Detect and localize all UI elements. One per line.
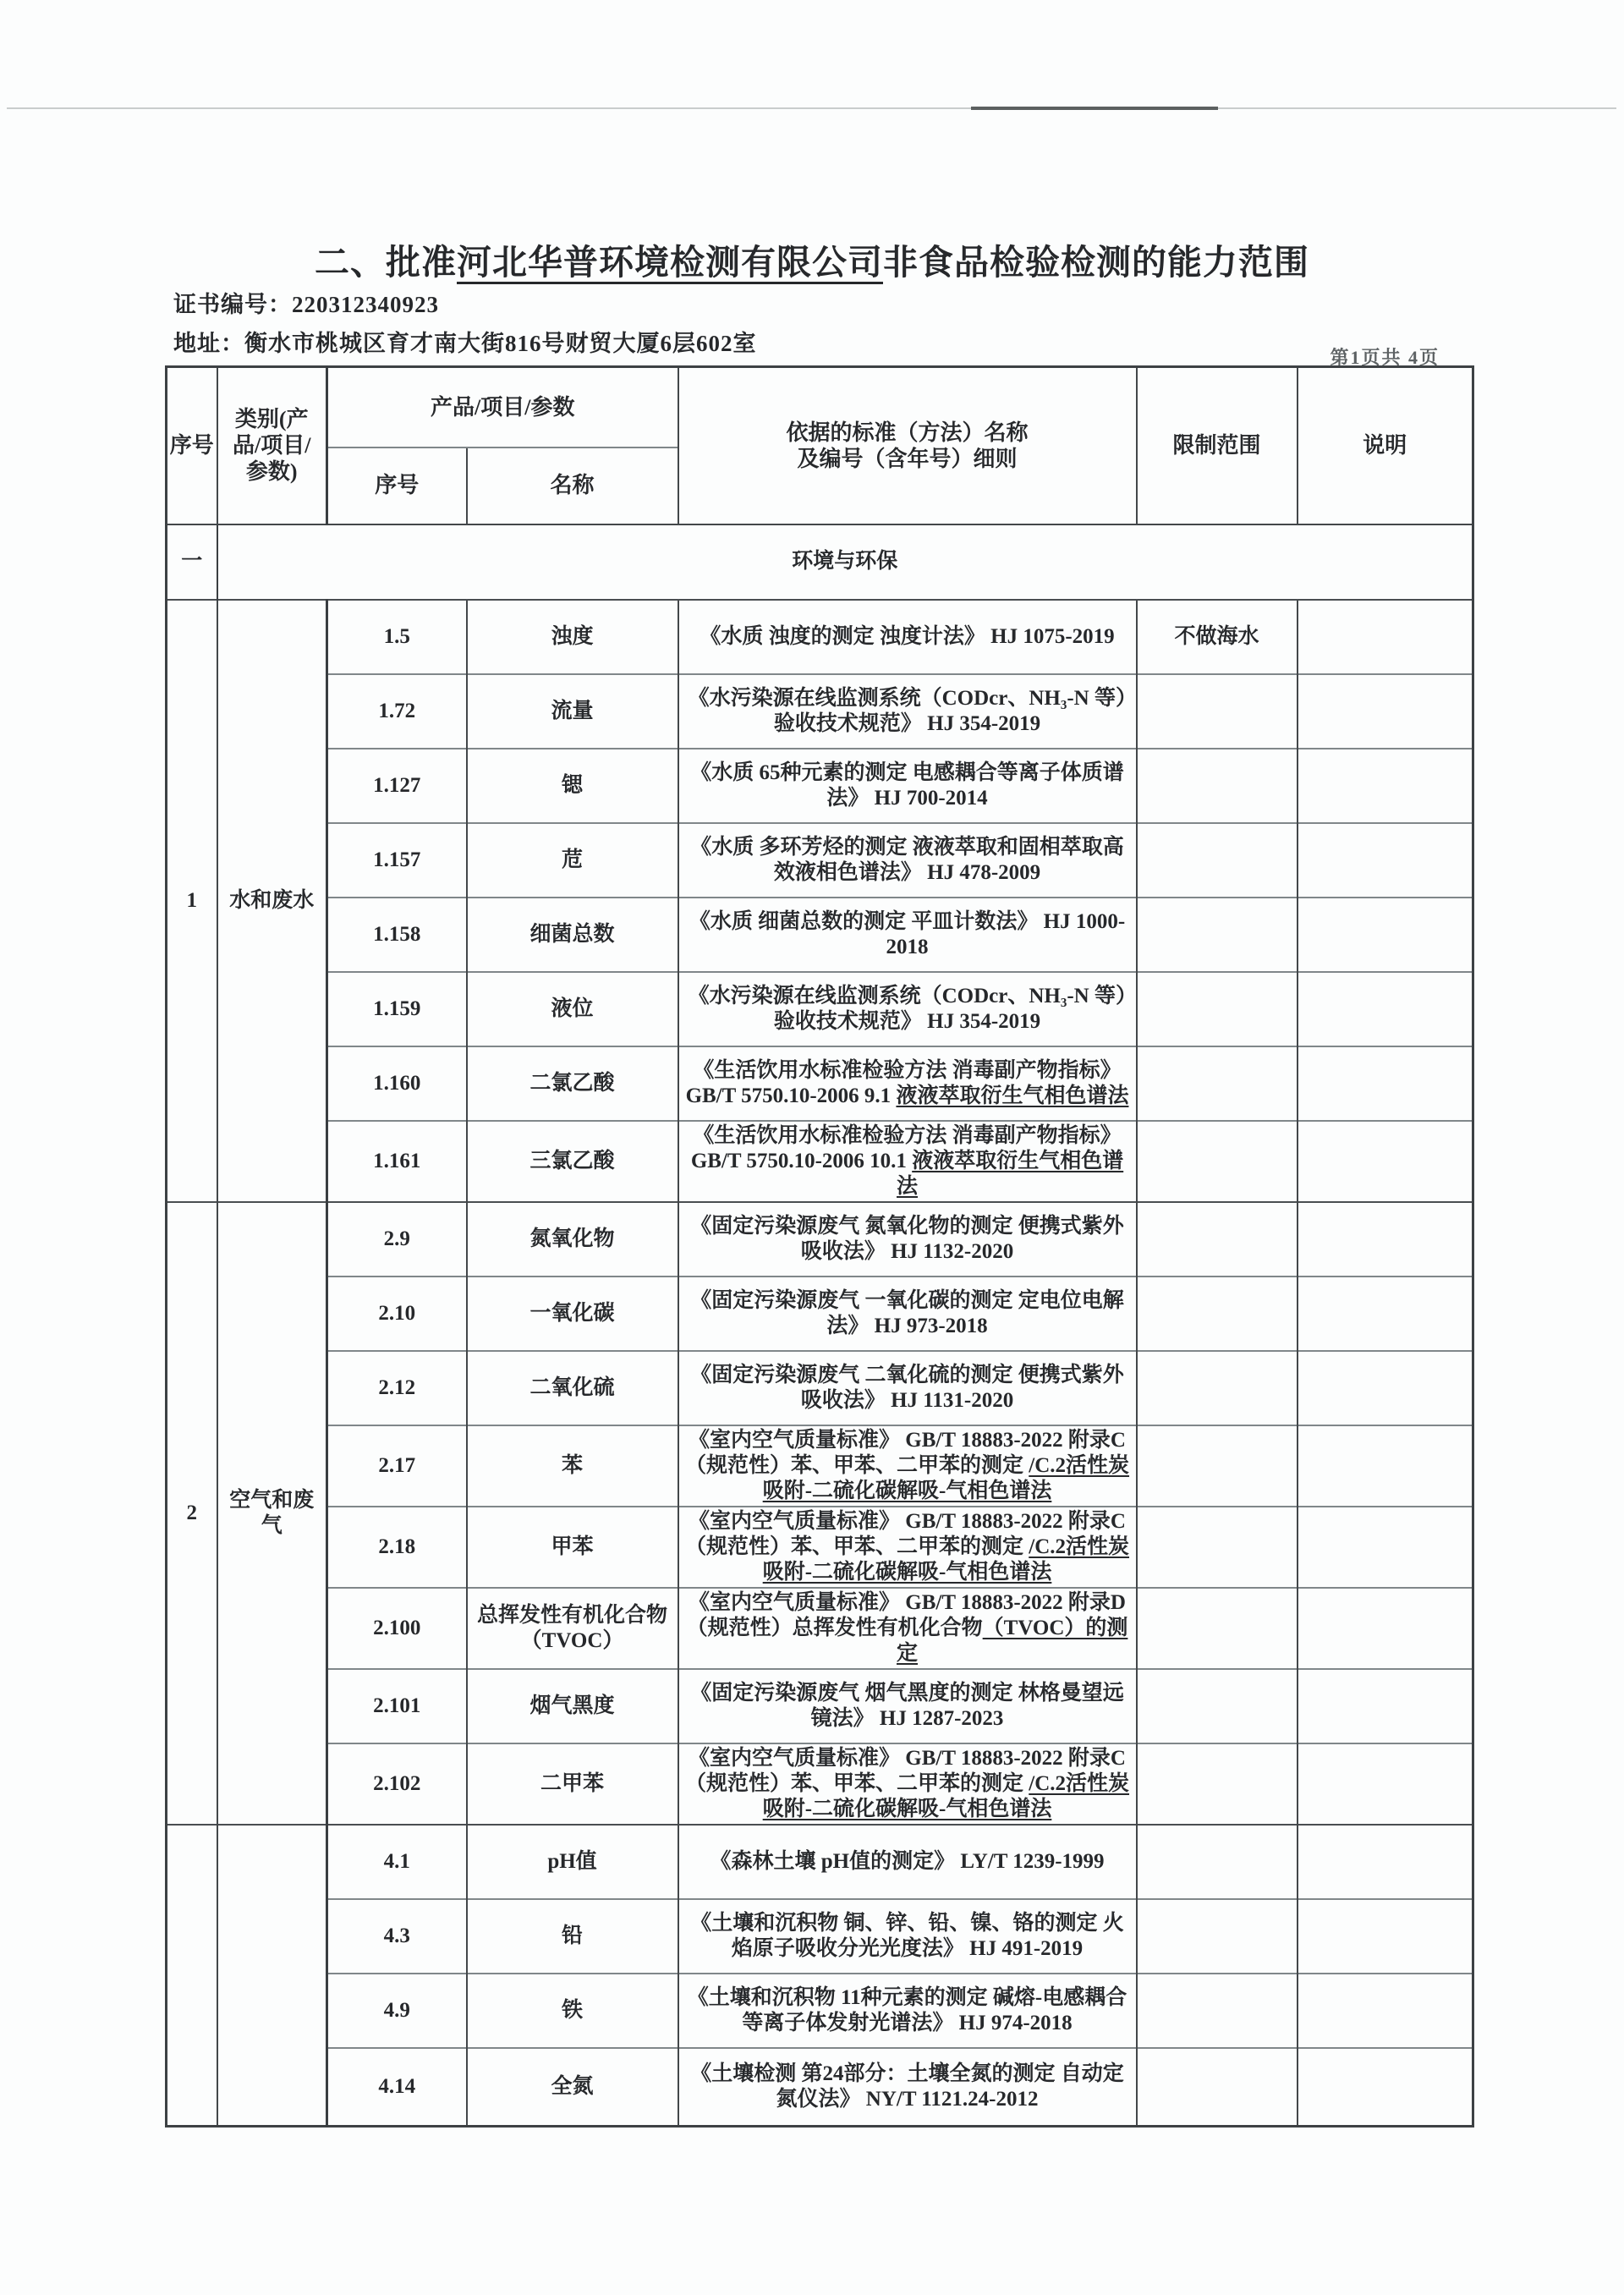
certificate-number-line: 证书编号：220312340923: [173, 292, 439, 317]
standard-text-segment: 《固定污染源废气 氮氧化物的测定 便携式紫外吸收法》 HJ 1132-2020: [690, 1214, 1124, 1263]
standard-text-segment: 《土壤和沉积物 铜、锌、铅、镍、铬的测定 火焰原子吸收分光光度法》 HJ 491-2019: [690, 1911, 1124, 1960]
standard-text-segment: 《水质 多环芳烃的测定 液液萃取和固相萃取高效液相色谱法》 HJ 478-2009: [690, 835, 1124, 884]
section-label-cell: 环境与环保: [217, 524, 1473, 600]
row-name-cell: 二氧化硫: [467, 1351, 678, 1425]
table-row: [167, 749, 1473, 823]
row-note-cell: [1298, 898, 1473, 972]
row-limit-cell: [1137, 823, 1298, 898]
header-product-index: 序号: [327, 447, 467, 524]
row-name-cell: 烟气黑度: [467, 1669, 678, 1743]
row-note-cell: [1298, 1974, 1473, 2048]
section-index-cell: 一: [167, 524, 217, 600]
section-row: [167, 524, 1473, 600]
row-limit-cell: [1137, 1669, 1298, 1743]
capability-table-body: [167, 367, 1473, 2127]
table-row: [167, 1507, 1473, 1588]
row-name-cell: 总挥发性有机化合物（TVOC）: [467, 1588, 678, 1669]
row-limit-cell: [1137, 1277, 1298, 1351]
standard-text-segment: 《土壤和沉积物 11种元素的测定 碱熔-电感耦合等离子体发射光谱法》 HJ 974-2018: [687, 1985, 1127, 2034]
table-row: [167, 2048, 1473, 2127]
top-rule-line: [7, 107, 1616, 109]
row-number-cell: 4.14: [327, 2048, 467, 2127]
header-index: 序号: [167, 367, 217, 524]
row-note-cell: [1298, 1899, 1473, 1974]
title-prefix: 二、批准: [315, 243, 457, 282]
standard-text-segment: 《水质 细菌总数的测定 平皿计数法》 HJ 1000-2018: [689, 909, 1126, 958]
group-category-cell: 水和废水: [217, 600, 327, 1202]
row-note-cell: [1298, 823, 1473, 898]
row-note-cell: [1298, 1507, 1473, 1588]
row-note-cell: [1298, 972, 1473, 1046]
row-note-cell: [1298, 749, 1473, 823]
row-standard-cell: [678, 749, 1137, 823]
row-name-cell: 甲苯: [467, 1507, 678, 1588]
standard-text-segment: 液液萃取衍生气相色谱法: [897, 1149, 1124, 1198]
table-row: [167, 1669, 1473, 1743]
row-name-cell: 铅: [467, 1899, 678, 1974]
row-number-cell: 4.3: [327, 1899, 467, 1974]
row-standard-cell: [678, 1588, 1137, 1669]
row-note-cell: [1298, 1121, 1473, 1202]
row-limit-cell: [1137, 1202, 1298, 1277]
address-line: 地址：衡水市桃城区育才南大街816号财贸大厦6层602室: [173, 331, 757, 356]
row-number-cell: 1.157: [327, 823, 467, 898]
row-standard-cell: [678, 1825, 1137, 1899]
page-number: 第1页共 4页: [1330, 347, 1440, 368]
row-standard-cell: [678, 972, 1137, 1046]
row-standard-cell: [678, 674, 1137, 749]
table-row: [167, 600, 1473, 674]
row-note-cell: [1298, 1825, 1473, 1899]
row-limit-cell: [1137, 749, 1298, 823]
row-limit-cell: [1137, 1507, 1298, 1588]
row-number-cell: 1.159: [327, 972, 467, 1046]
row-name-cell: 锶: [467, 749, 678, 823]
standard-text-segment: 《室内空气质量标准》 GB/T 18883-2022 附录D（规范性）总挥发性有机化合物: [686, 1590, 1126, 1639]
table-row: [167, 1974, 1473, 2048]
row-standard-cell: [678, 823, 1137, 898]
row-standard-cell: [678, 1351, 1137, 1425]
group-index-cell: 2: [167, 1202, 217, 1825]
page-title: [0, 234, 1624, 284]
row-standard-cell: [678, 1121, 1137, 1202]
row-limit-cell: [1137, 972, 1298, 1046]
header-product-group: 产品/项目/参数: [327, 367, 678, 447]
row-note-cell: [1298, 1425, 1473, 1507]
title-suffix: 非食品检验检测的能力范围: [883, 243, 1309, 282]
row-limit-cell: [1137, 1351, 1298, 1425]
top-rule-dark-segment: [971, 107, 1218, 110]
row-number-cell: 1.158: [327, 898, 467, 972]
row-number-cell: 2.12: [327, 1351, 467, 1425]
row-name-cell: 流量: [467, 674, 678, 749]
standard-text-segment: 《水污染源在线监测系统（CODcr、NH₃-N 等）验收技术规范》 HJ 354-2019: [688, 984, 1127, 1033]
standard-text-segment: 《固定污染源废气 二氧化硫的测定 便携式紫外吸收法》 HJ 1131-2020: [690, 1363, 1124, 1412]
row-number-cell: 2.102: [327, 1743, 467, 1825]
row-note-cell: [1298, 1351, 1473, 1425]
group-category-cell: [217, 1825, 327, 2127]
header-note: 说明: [1298, 367, 1473, 524]
row-name-cell: 二氯乙酸: [467, 1046, 678, 1121]
standard-text-segment: 《土壤检测 第24部分：土壤全氮的测定 自动定氮仪法》 NY/T 1121.24-2012: [690, 2062, 1124, 2111]
group-index-cell: 1: [167, 600, 217, 1202]
row-standard-cell: [678, 2048, 1137, 2127]
standard-text-segment: 《生活饮用水标准检验方法 消毒副产物指标》 GB/T 5750.10-2006 9.1: [685, 1058, 1122, 1107]
standard-text-segment: 《室内空气质量标准》 GB/T 18883-2022 附录C（规范性）苯、甲苯、二甲苯的测定: [685, 1428, 1126, 1477]
row-standard-cell: [678, 1669, 1137, 1743]
row-limit-cell: 不做海水: [1137, 600, 1298, 674]
row-note-cell: [1298, 600, 1473, 674]
group-index-cell: [167, 1825, 217, 2127]
row-standard-cell: [678, 1974, 1137, 2048]
row-name-cell: 浊度: [467, 600, 678, 674]
row-number-cell: 1.5: [327, 600, 467, 674]
header-row-1: [167, 367, 1473, 447]
table-row: [167, 1588, 1473, 1669]
row-standard-cell: [678, 1046, 1137, 1121]
row-standard-cell: [678, 1899, 1137, 1974]
header-product-name: 名称: [467, 447, 678, 524]
row-limit-cell: [1137, 1588, 1298, 1669]
row-number-cell: 2.18: [327, 1507, 467, 1588]
title-company-name: 河北华普环境检测有限公司: [457, 243, 883, 282]
row-standard-cell: [678, 1425, 1137, 1507]
row-note-cell: [1298, 1588, 1473, 1669]
table-row: [167, 1277, 1473, 1351]
standard-text-segment: （TVOC）的测定: [897, 1616, 1128, 1665]
standard-text-segment: 《生活饮用水标准检验方法 消毒副产物指标》 GB/T 5750.10-2006 10.1: [690, 1123, 1122, 1172]
row-limit-cell: [1137, 898, 1298, 972]
row-name-cell: 苊: [467, 823, 678, 898]
row-number-cell: 1.72: [327, 674, 467, 749]
row-limit-cell: [1137, 1974, 1298, 2048]
table-row: [167, 972, 1473, 1046]
standard-text-segment: 《水质 65种元素的测定 电感耦合等离子体质谱法》 HJ 700-2014: [690, 760, 1124, 810]
table-row: [167, 1899, 1473, 1974]
standard-text-segment: 《森林土壤 pH值的测定》 LY/T 1239-1999: [710, 1849, 1105, 1873]
row-limit-cell: [1137, 1743, 1298, 1825]
row-standard-cell: [678, 1743, 1137, 1825]
row-name-cell: 液位: [467, 972, 678, 1046]
row-number-cell: 1.160: [327, 1046, 467, 1121]
standard-text-segment: /C.2活性炭吸附-二硫化碳解吸-气相色谱法: [762, 1771, 1130, 1820]
row-name-cell: 全氮: [467, 2048, 678, 2127]
standard-text-segment: 《室内空气质量标准》 GB/T 18883-2022 附录C（规范性）苯、甲苯、二甲苯的测定: [685, 1746, 1126, 1795]
table-row: [167, 1351, 1473, 1425]
row-note-cell: [1298, 2048, 1473, 2127]
standard-text-segment: /C.2活性炭吸附-二硫化碳解吸-气相色谱法: [762, 1535, 1130, 1584]
table-row: [167, 674, 1473, 749]
row-limit-cell: [1137, 1899, 1298, 1974]
row-standard-cell: [678, 600, 1137, 674]
group-category-cell: 空气和废气: [217, 1202, 327, 1825]
standard-text-segment: 液液萃取衍生气相色谱法: [896, 1084, 1129, 1107]
table-row: [167, 1825, 1473, 1899]
row-name-cell: 铁: [467, 1974, 678, 2048]
row-number-cell: 2.101: [327, 1669, 467, 1743]
standard-text-segment: /C.2活性炭吸附-二硫化碳解吸-气相色谱法: [762, 1453, 1130, 1502]
row-name-cell: 细菌总数: [467, 898, 678, 972]
table-row: [167, 1425, 1473, 1507]
row-number-cell: 2.10: [327, 1277, 467, 1351]
row-note-cell: [1298, 674, 1473, 749]
row-note-cell: [1298, 1202, 1473, 1277]
row-standard-cell: [678, 898, 1137, 972]
row-number-cell: 2.9: [327, 1202, 467, 1277]
capability-table: [165, 365, 1474, 2128]
row-number-cell: 2.100: [327, 1588, 467, 1669]
row-limit-cell: [1137, 674, 1298, 749]
standard-text-segment: 《水污染源在线监测系统（CODcr、NH₃-N 等）验收技术规范》 HJ 354-2019: [688, 686, 1127, 735]
row-number-cell: 1.161: [327, 1121, 467, 1202]
row-name-cell: 三氯乙酸: [467, 1121, 678, 1202]
row-note-cell: [1298, 1277, 1473, 1351]
row-note-cell: [1298, 1669, 1473, 1743]
row-standard-cell: [678, 1507, 1137, 1588]
row-number-cell: 4.1: [327, 1825, 467, 1899]
row-limit-cell: [1137, 1046, 1298, 1121]
standard-text-segment: 《水质 浊度的测定 浊度计法》 HJ 1075-2019: [700, 624, 1115, 648]
row-limit-cell: [1137, 2048, 1298, 2127]
row-standard-cell: [678, 1277, 1137, 1351]
row-note-cell: [1298, 1743, 1473, 1825]
header-limit: 限制范围: [1137, 367, 1298, 524]
table-row: [167, 1202, 1473, 1277]
row-number-cell: 4.9: [327, 1974, 467, 2048]
row-standard-cell: [678, 1202, 1137, 1277]
row-limit-cell: [1137, 1121, 1298, 1202]
standard-text-segment: 《固定污染源废气 一氧化碳的测定 定电位电解法》 HJ 973-2018: [690, 1288, 1124, 1337]
header-standard: [678, 367, 1137, 524]
header-category: 类别(产品/项目/参数): [217, 367, 327, 524]
standard-text-segment: 《固定污染源废气 烟气黑度的测定 林格曼望远镜法》 HJ 1287-2023: [690, 1681, 1124, 1730]
standard-text-segment: 《室内空气质量标准》 GB/T 18883-2022 附录C（规范性）苯、甲苯、二甲苯的测定: [685, 1509, 1126, 1558]
header-standard-line1: 依据的标准（方法）名称: [786, 420, 1029, 445]
table-row: [167, 1046, 1473, 1121]
row-limit-cell: [1137, 1425, 1298, 1507]
row-name-cell: 苯: [467, 1425, 678, 1507]
header-standard-line2: 及编号（含年号）细则: [797, 446, 1018, 471]
table-row: [167, 898, 1473, 972]
row-note-cell: [1298, 1046, 1473, 1121]
table-row: [167, 1743, 1473, 1825]
row-name-cell: pH值: [467, 1825, 678, 1899]
row-name-cell: 二甲苯: [467, 1743, 678, 1825]
row-limit-cell: [1137, 1825, 1298, 1899]
table-row: [167, 823, 1473, 898]
row-name-cell: 氮氧化物: [467, 1202, 678, 1277]
row-number-cell: 2.17: [327, 1425, 467, 1507]
table-row: [167, 1121, 1473, 1202]
row-number-cell: 1.127: [327, 749, 467, 823]
row-name-cell: 一氧化碳: [467, 1277, 678, 1351]
